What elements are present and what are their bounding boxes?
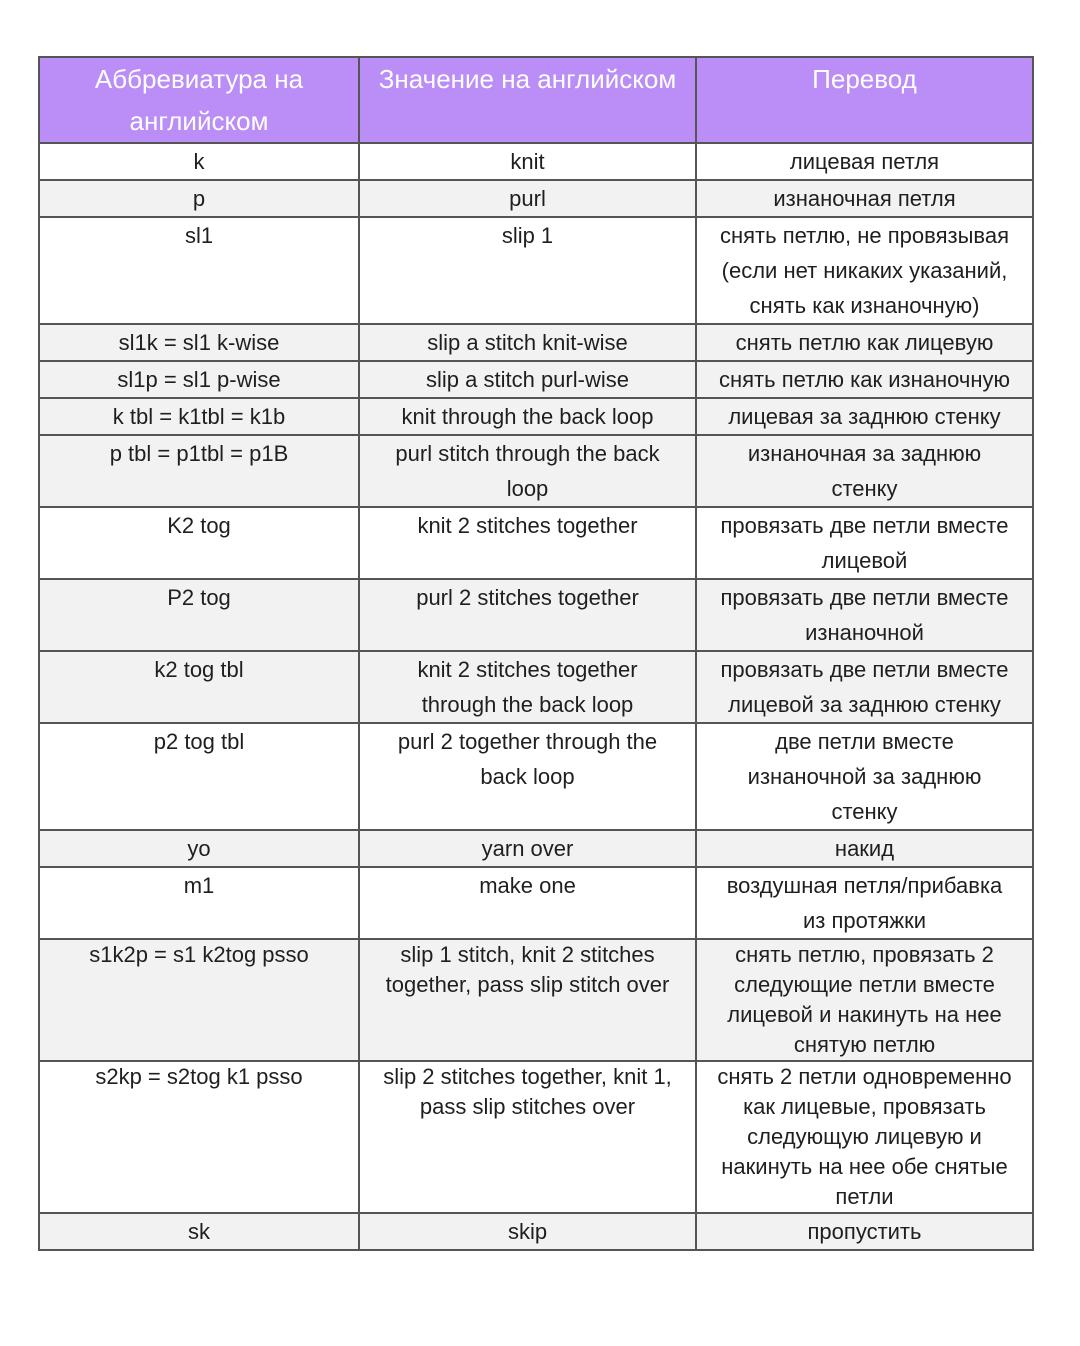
- translation-cell: [696, 867, 1033, 939]
- cell-line: p: [192, 186, 206, 211]
- cell-line: make one: [479, 873, 576, 898]
- cell-line: s2kp = s2tog k1 psso: [95, 1064, 303, 1089]
- abbreviation-cell: [39, 435, 359, 507]
- cell-line: накинуть на нее обе снятые: [721, 1154, 1008, 1179]
- cell-line: стенку: [831, 476, 898, 501]
- cell-line: purl 2 together through the: [397, 729, 658, 754]
- abbreviation-cell: [39, 1061, 359, 1213]
- cell-line: back loop: [480, 764, 575, 789]
- abbreviation-cell: [39, 507, 359, 579]
- meaning-cell: [359, 867, 696, 939]
- table-row: [39, 398, 1033, 435]
- cell-line: knit through the back loop: [401, 404, 654, 429]
- cell-line: изнаночной за заднюю: [747, 764, 982, 789]
- cell-line: together, pass slip stitch over: [385, 972, 670, 997]
- cell-line: изнаночная за заднюю: [747, 441, 982, 466]
- table-row: [39, 180, 1033, 217]
- meaning-cell: [359, 579, 696, 651]
- cell-line: стенку: [831, 799, 898, 824]
- header-abbreviation: [39, 57, 359, 143]
- translation-cell: [696, 143, 1033, 180]
- abbreviation-cell: [39, 651, 359, 723]
- cell-line: k2 tog tbl: [154, 657, 244, 682]
- cell-line: slip 2 stitches together, knit 1,: [383, 1064, 672, 1089]
- translation-cell: [696, 435, 1033, 507]
- meaning-cell: [359, 361, 696, 398]
- table-row: [39, 324, 1033, 361]
- cell-line: P2 tog: [167, 585, 231, 610]
- table-row: [39, 939, 1033, 1061]
- translation-cell: [696, 1061, 1033, 1213]
- translation-cell: [696, 361, 1033, 398]
- cell-line: knit: [510, 149, 545, 174]
- meaning-cell: [359, 324, 696, 361]
- translation-cell: [696, 579, 1033, 651]
- cell-line: петли: [835, 1184, 894, 1209]
- cell-line: slip 1: [501, 223, 554, 248]
- header-line: Аббревиатура на: [94, 64, 304, 94]
- meaning-cell: [359, 507, 696, 579]
- cell-line: лицевая за заднюю стенку: [728, 404, 1001, 429]
- cell-line: следующую лицевую и: [747, 1124, 982, 1149]
- abbreviation-cell: [39, 830, 359, 867]
- cell-line: sl1: [184, 223, 214, 248]
- cell-line: из протяжки: [802, 908, 926, 933]
- cell-line: изнаночной: [805, 620, 924, 645]
- cell-line: k: [193, 149, 205, 174]
- translation-cell: [696, 398, 1033, 435]
- cell-line: sl1p = sl1 p-wise: [117, 367, 281, 392]
- translation-cell: [696, 1213, 1033, 1250]
- cell-line: лицевой: [821, 548, 908, 573]
- cell-line: лицевой и накинуть на нее: [727, 1002, 1002, 1027]
- meaning-cell: [359, 830, 696, 867]
- cell-line: воздушная петля/прибавка: [726, 873, 1003, 898]
- cell-line: knit 2 stitches together: [417, 657, 638, 682]
- cell-line: yarn over: [481, 836, 574, 861]
- abbreviation-cell: [39, 324, 359, 361]
- cell-line: k tbl = k1tbl = k1b: [112, 404, 286, 429]
- table-row: [39, 651, 1033, 723]
- abbreviation-cell: [39, 143, 359, 180]
- cell-line: skip: [507, 1219, 548, 1244]
- abbreviations-sheet: [38, 56, 1032, 1251]
- translation-cell: [696, 939, 1033, 1061]
- cell-line: pass slip stitches over: [419, 1094, 636, 1119]
- cell-line: K2 tog: [167, 513, 231, 538]
- header-row: [39, 57, 1033, 143]
- abbreviation-cell: [39, 398, 359, 435]
- meaning-cell: [359, 143, 696, 180]
- cell-line: slip a stitch purl-wise: [426, 367, 629, 392]
- cell-line: p2 tog tbl: [153, 729, 245, 754]
- translation-cell: [696, 324, 1033, 361]
- table-row: [39, 1061, 1033, 1213]
- translation-cell: [696, 830, 1033, 867]
- table-row: [39, 723, 1033, 830]
- cell-line: purl 2 stitches together: [416, 585, 639, 610]
- knitting-abbreviations-table: [38, 56, 1034, 1251]
- meaning-cell: [359, 1213, 696, 1250]
- translation-cell: [696, 723, 1033, 830]
- table-row: [39, 867, 1033, 939]
- abbreviation-cell: [39, 939, 359, 1061]
- table-row: [39, 1213, 1033, 1250]
- cell-line: накид: [834, 836, 895, 861]
- header-translation: [696, 57, 1033, 143]
- meaning-cell: [359, 651, 696, 723]
- table-header: [39, 57, 1033, 143]
- translation-cell: [696, 507, 1033, 579]
- header-line: Перевод: [812, 64, 917, 94]
- cell-line: (если нет никаких указаний,: [721, 258, 1008, 283]
- cell-line: through the back loop: [421, 692, 634, 717]
- abbreviation-cell: [39, 1213, 359, 1250]
- header-line: английском: [129, 106, 269, 136]
- cell-line: slip 1 stitch, knit 2 stitches: [400, 942, 655, 967]
- meaning-cell: [359, 180, 696, 217]
- abbreviation-cell: [39, 180, 359, 217]
- meaning-cell: [359, 939, 696, 1061]
- header-line: Значение: [378, 64, 495, 94]
- cell-line: m1: [183, 873, 215, 898]
- translation-cell: [696, 217, 1033, 324]
- cell-line: снять петлю как лицевую: [735, 330, 994, 355]
- cell-line: purl stitch through the back: [395, 441, 660, 466]
- cell-line: sl1k = sl1 k-wise: [118, 330, 280, 355]
- cell-line: slip a stitch knit-wise: [427, 330, 628, 355]
- table-row: [39, 143, 1033, 180]
- cell-line: снять петлю как изнаночную: [718, 367, 1011, 392]
- cell-line: лицевой за заднюю стенку: [728, 692, 1001, 717]
- cell-line: loop: [506, 476, 549, 501]
- table-body: [39, 143, 1033, 1250]
- meaning-cell: [359, 1061, 696, 1213]
- table-row: [39, 361, 1033, 398]
- abbreviation-cell: [39, 361, 359, 398]
- cell-line: две петли вместе: [775, 729, 954, 754]
- header-line: на английском: [501, 64, 677, 94]
- abbreviation-cell: [39, 217, 359, 324]
- cell-line: s1k2p = s1 k2tog psso: [89, 942, 309, 967]
- cell-line: лицевая петля: [789, 149, 940, 174]
- cell-line: снять петлю, не провязывая: [719, 223, 1009, 248]
- cell-line: снятую петлю: [793, 1032, 936, 1057]
- cell-line: снять как изнаночную): [749, 293, 980, 318]
- cell-line: yo: [187, 836, 211, 861]
- table-row: [39, 217, 1033, 324]
- table-row: [39, 507, 1033, 579]
- cell-line: изнаночная петля: [773, 186, 956, 211]
- cell-line: провязать две петли вместе: [720, 585, 1009, 610]
- table-row: [39, 579, 1033, 651]
- cell-line: пропустить: [807, 1219, 922, 1244]
- cell-line: как лицевые, провязать: [743, 1094, 986, 1119]
- cell-line: sk: [188, 1219, 210, 1244]
- abbreviation-cell: [39, 867, 359, 939]
- cell-line: purl: [509, 186, 546, 211]
- cell-line: провязать две петли вместе: [720, 513, 1009, 538]
- table-row: [39, 435, 1033, 507]
- cell-line: снять петлю, провязать 2: [735, 942, 994, 967]
- meaning-cell: [359, 723, 696, 830]
- cell-line: снять 2 петли одновременно: [717, 1064, 1012, 1089]
- meaning-cell: [359, 435, 696, 507]
- header-meaning: [359, 57, 696, 143]
- abbreviation-cell: [39, 579, 359, 651]
- cell-line: p tbl = p1tbl = p1B: [109, 441, 289, 466]
- meaning-cell: [359, 398, 696, 435]
- cell-line: провязать две петли вместе: [720, 657, 1009, 682]
- abbreviation-cell: [39, 723, 359, 830]
- table-row: [39, 830, 1033, 867]
- cell-line: knit 2 stitches together: [417, 513, 638, 538]
- translation-cell: [696, 180, 1033, 217]
- translation-cell: [696, 651, 1033, 723]
- cell-line: следующие петли вместе: [734, 972, 995, 997]
- meaning-cell: [359, 217, 696, 324]
